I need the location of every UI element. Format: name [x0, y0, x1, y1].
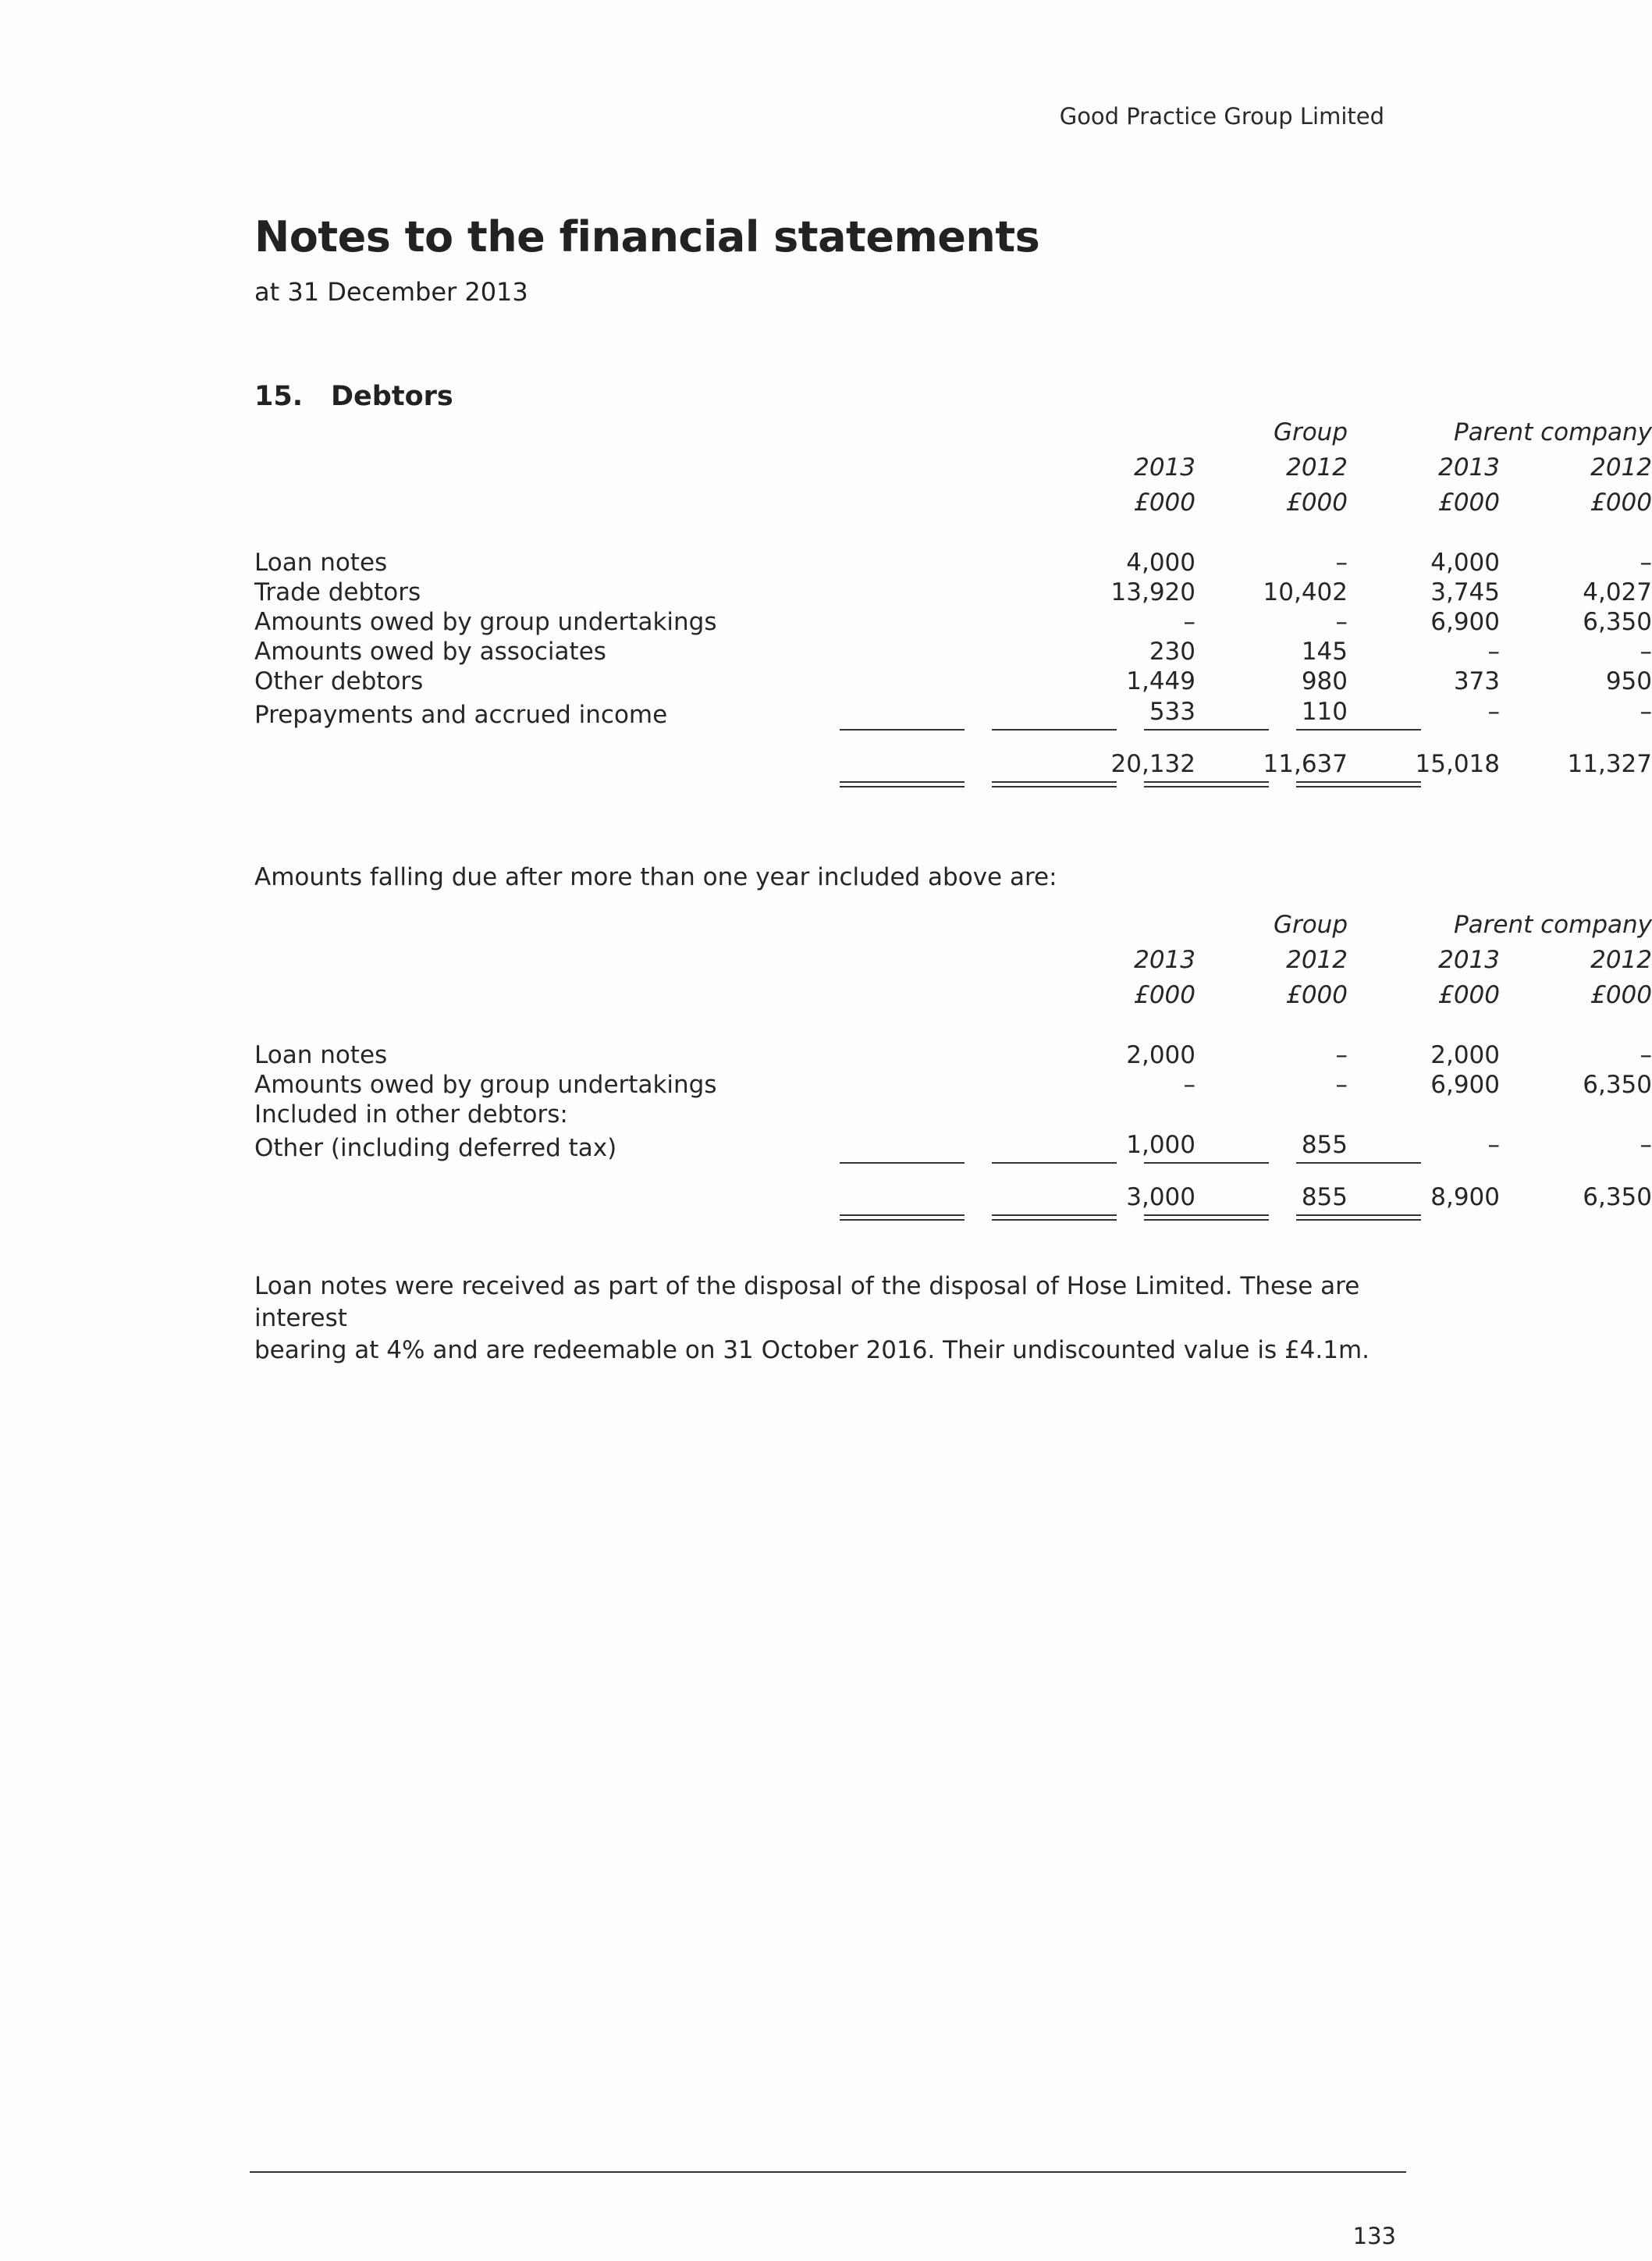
page-number: 133 [1352, 2223, 1396, 2249]
table-header-group-row [254, 418, 1652, 447]
group-header: Group [1273, 418, 1348, 446]
unit-header: £000 [1134, 981, 1195, 1009]
cell-value: – [1640, 698, 1652, 726]
table-header-group-row [254, 910, 1652, 940]
paragraph-line: Loan notes were received as part of the disposal of the disposal of Hose Limited. These are interest [254, 1272, 1360, 1332]
year-header: 2012 [1590, 946, 1652, 974]
total-value: 11,327 [1567, 750, 1652, 778]
table-header-unit-row [254, 980, 1652, 1010]
group-header: Group [1273, 911, 1348, 939]
subtotal-rule [840, 1162, 965, 1164]
table-row [254, 548, 1652, 578]
unit-header: £000 [1438, 981, 1500, 1009]
loan-notes-paragraph [254, 1271, 1425, 1367]
year-header: 2013 [1134, 453, 1195, 482]
total-value: 855 [1301, 1183, 1348, 1211]
section-title: Debtors [331, 381, 453, 412]
unit-header: £000 [1286, 489, 1348, 517]
row-label: Loan notes [254, 1041, 388, 1069]
cell-value: 2,000 [1430, 1041, 1500, 1069]
unit-header: £000 [1134, 489, 1195, 517]
unit-header: £000 [1286, 981, 1348, 1009]
row-label: Loan notes [254, 549, 388, 577]
cell-value: 145 [1301, 638, 1348, 666]
cell-value: – [1640, 1041, 1652, 1069]
cell-value: 13,920 [1110, 578, 1195, 606]
table-row [254, 667, 1652, 696]
unit-header: £000 [1590, 981, 1652, 1009]
cell-value: – [1335, 608, 1348, 636]
table-row [254, 637, 1652, 667]
cell-value: 6,900 [1430, 608, 1500, 636]
row-label: Amounts owed by group undertakings [254, 1071, 717, 1099]
section-heading [254, 381, 453, 412]
cell-value: 6,900 [1430, 1071, 1500, 1099]
company-name: Good Practice Group Limited [1059, 103, 1384, 130]
cell-value: – [1335, 549, 1348, 577]
subtotal-rule [1296, 1162, 1421, 1164]
row-label: Trade debtors [254, 578, 421, 606]
cell-value: 1,000 [1126, 1131, 1195, 1159]
year-header: 2012 [1590, 453, 1652, 482]
row-label: Other (including deferred tax) [254, 1134, 617, 1162]
cell-value: 6,350 [1583, 1071, 1652, 1099]
table-row [254, 1070, 1652, 1100]
table-header-year-row [254, 945, 1652, 975]
total-double-rule [1296, 1214, 1421, 1221]
section-number: 15. [254, 381, 304, 412]
parent-company-header: Parent company [1453, 911, 1652, 939]
table-row [254, 578, 1652, 607]
row-label: Prepayments and accrued income [254, 701, 668, 729]
row-label: Amounts owed by associates [254, 638, 606, 666]
subtotal-rule [1144, 1162, 1269, 1164]
page-subtitle: at 31 December 2013 [254, 277, 528, 307]
total-value: 11,637 [1263, 750, 1348, 778]
table-row [254, 1100, 1417, 1129]
cell-value: 373 [1453, 667, 1500, 695]
cell-value: – [1487, 638, 1500, 666]
total-value: 6,350 [1583, 1183, 1652, 1211]
cell-value: 4,000 [1126, 549, 1195, 577]
cell-value: 4,027 [1583, 578, 1652, 606]
total-double-rule [1144, 781, 1269, 787]
total-double-rule [840, 1214, 965, 1221]
subtotal-rule [992, 1162, 1117, 1164]
year-header: 2013 [1134, 946, 1195, 974]
row-label: Included in other debtors: [254, 1100, 568, 1129]
cell-value: – [1183, 1071, 1195, 1099]
total-double-rule [992, 781, 1117, 787]
year-header: 2012 [1286, 453, 1348, 482]
cell-value: – [1487, 1131, 1500, 1159]
subtotal-rule [1296, 729, 1421, 731]
cell-value: 2,000 [1126, 1041, 1195, 1069]
year-header: 2013 [1438, 946, 1500, 974]
total-row [254, 749, 1652, 779]
total-value: 8,900 [1430, 1183, 1500, 1211]
total-value: 3,000 [1126, 1183, 1195, 1211]
unit-header: £000 [1590, 489, 1652, 517]
year-header: 2013 [1438, 453, 1500, 482]
falling-due-intro: Amounts falling due after more than one year included above are: [254, 863, 1057, 891]
cell-value: 230 [1149, 638, 1195, 666]
total-double-rule [1296, 781, 1421, 787]
year-header: 2012 [1286, 946, 1348, 974]
total-value: 20,132 [1110, 750, 1195, 778]
parent-company-header: Parent company [1453, 418, 1652, 446]
cell-value: 950 [1605, 667, 1652, 695]
table-header-year-row [254, 453, 1652, 482]
subtotal-rule [992, 729, 1117, 731]
table-row [254, 607, 1652, 637]
cell-value: 3,745 [1430, 578, 1500, 606]
cell-value: 110 [1301, 698, 1348, 726]
row-label: Amounts owed by group undertakings [254, 608, 717, 636]
table-header-unit-row [254, 488, 1652, 517]
cell-value: – [1640, 638, 1652, 666]
subtotal-rule [840, 729, 965, 731]
total-double-rule [992, 1214, 1117, 1221]
cell-value: 4,000 [1430, 549, 1500, 577]
cell-value: – [1335, 1041, 1348, 1069]
page-title: Notes to the financial statements [254, 212, 1040, 261]
cell-value: 533 [1149, 698, 1195, 726]
cell-value: 855 [1301, 1131, 1348, 1159]
footer-rule [250, 2171, 1406, 2173]
table-row [254, 697, 1652, 729]
cell-value: 10,402 [1263, 578, 1348, 606]
cell-value: – [1487, 698, 1500, 726]
table-row [254, 1040, 1652, 1070]
table-row [254, 1130, 1652, 1162]
cell-value: 1,449 [1126, 667, 1195, 695]
total-double-rule [1144, 1214, 1269, 1221]
row-label: Other debtors [254, 667, 424, 695]
unit-header: £000 [1438, 489, 1500, 517]
cell-value: – [1640, 549, 1652, 577]
total-row [254, 1182, 1652, 1212]
cell-value: – [1183, 608, 1195, 636]
subtotal-rule [1144, 729, 1269, 731]
cell-value: 980 [1301, 667, 1348, 695]
total-value: 15,018 [1415, 750, 1500, 778]
cell-value: 6,350 [1583, 608, 1652, 636]
cell-value: – [1640, 1131, 1652, 1159]
total-double-rule [840, 781, 965, 787]
paragraph-line: bearing at 4% and are redeemable on 31 October 2016. Their undiscounted value is £4.1m. [254, 1336, 1370, 1364]
cell-value: – [1335, 1071, 1348, 1099]
